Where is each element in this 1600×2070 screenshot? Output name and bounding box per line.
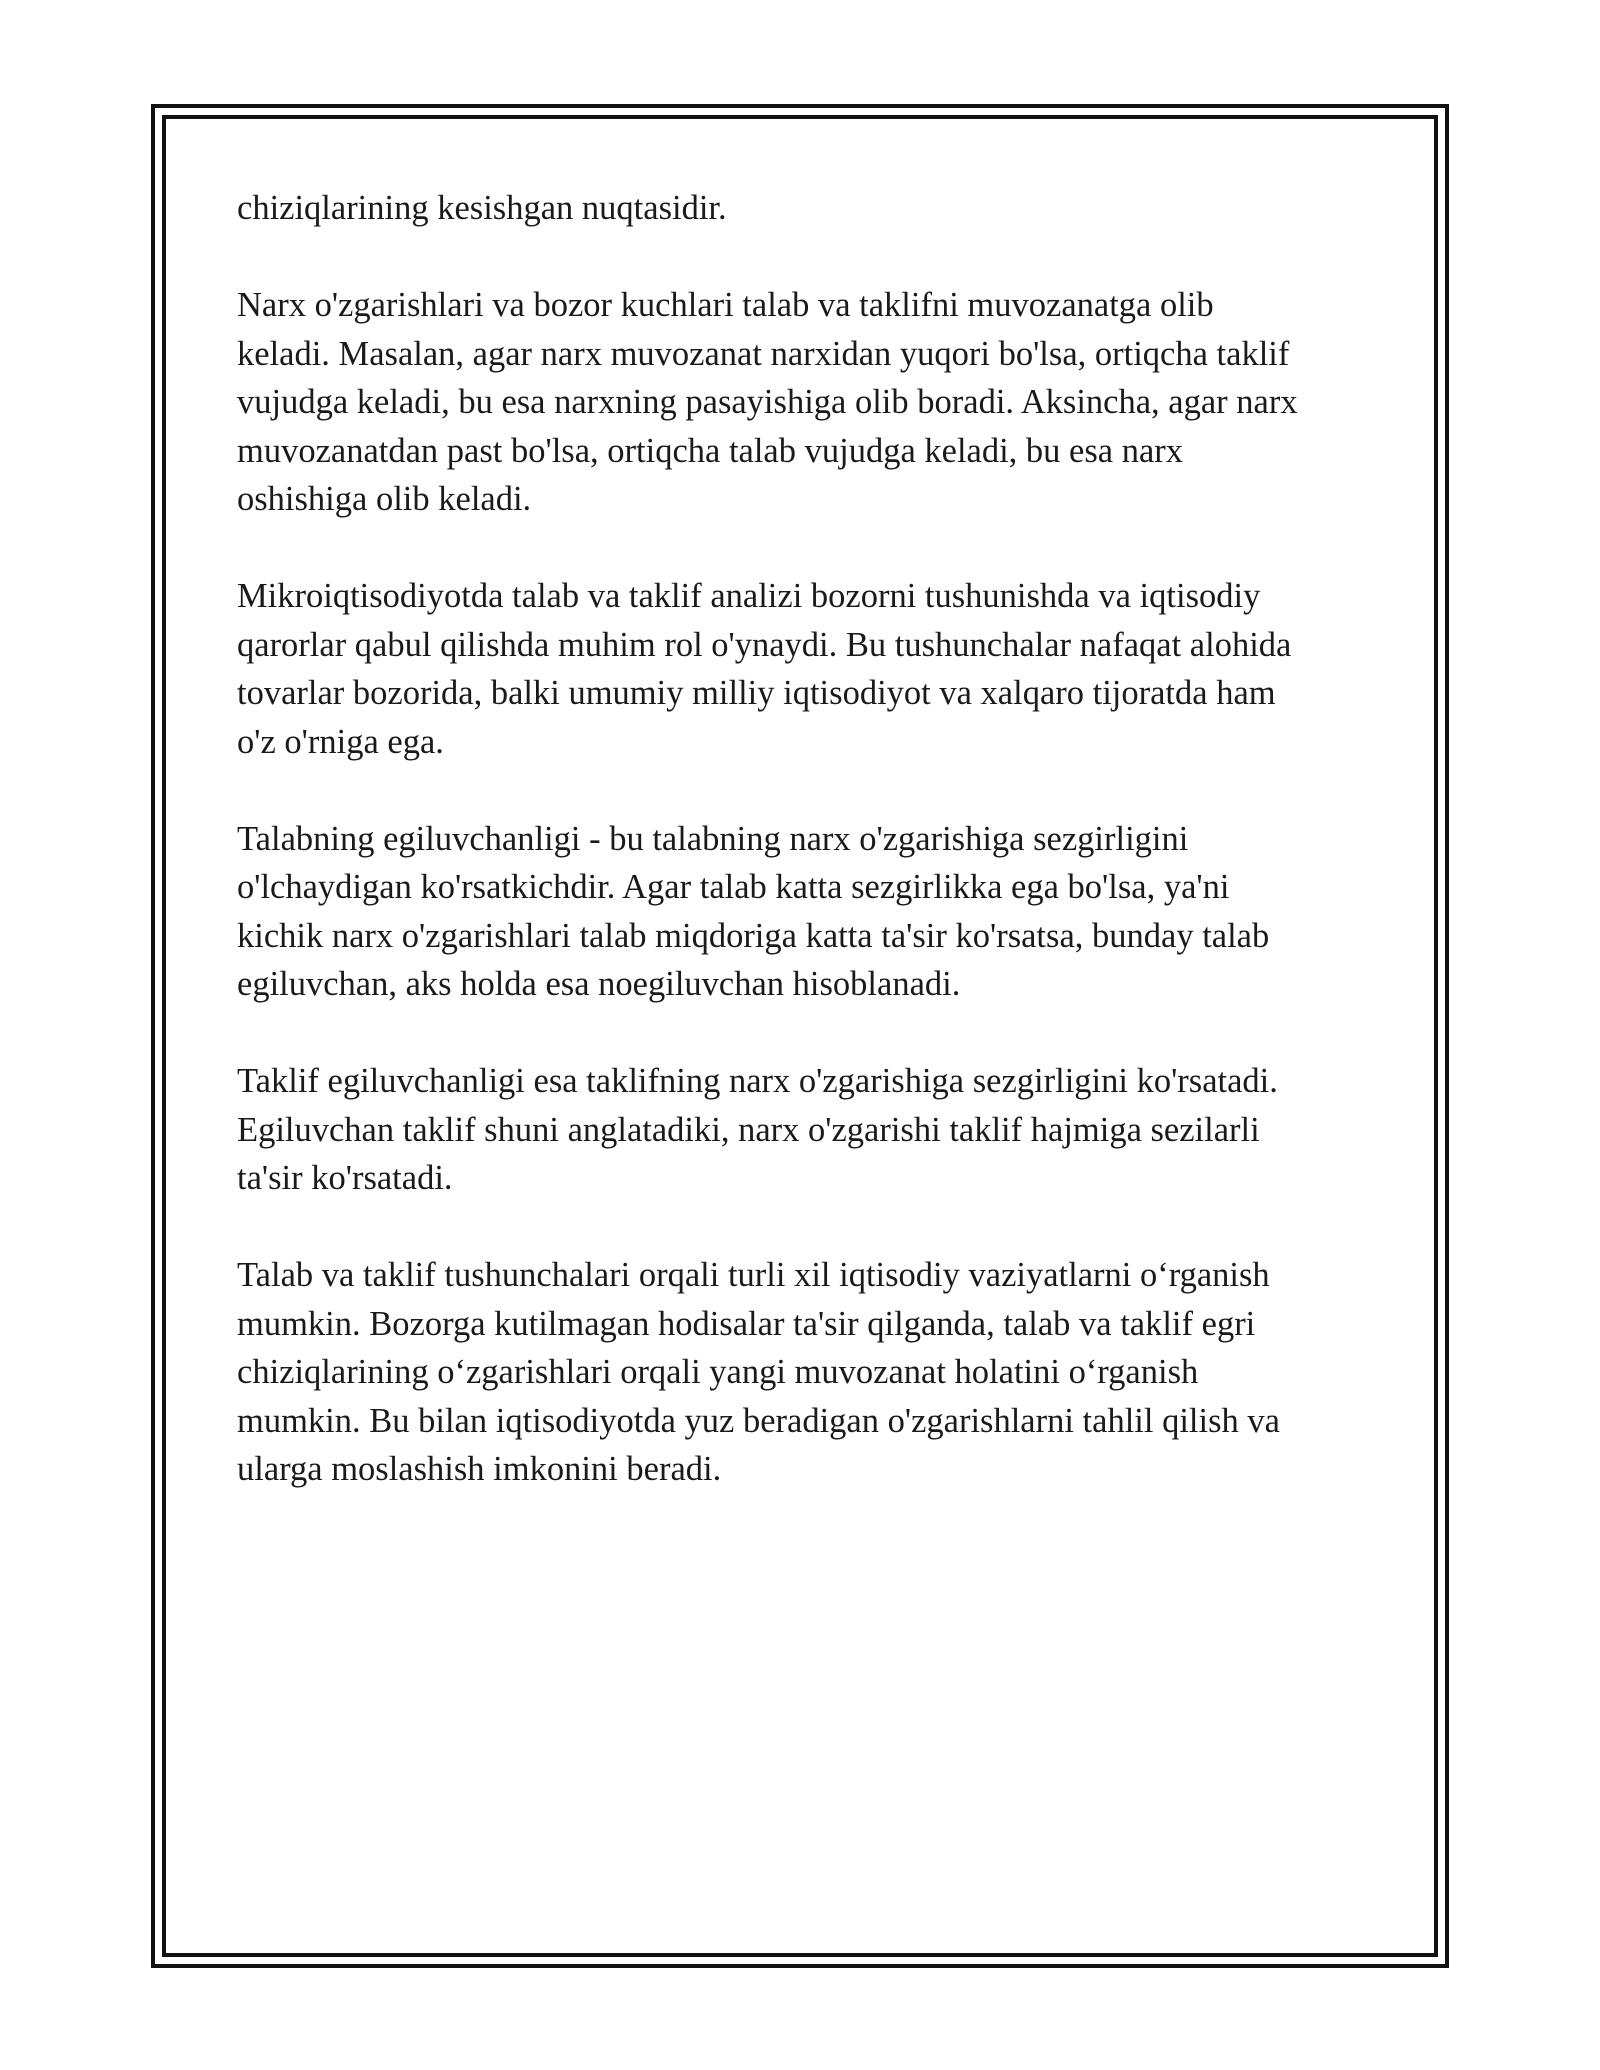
paragraph-4: Talabning egiluvchanligi - bu talabning narx o'zgarishiga sezgirligini o'lchaydigan ko'rsatkichdir. Agar talab katta sezgirlikka ega bo'lsa, ya'ni kichik narx o'zgarishlari talab miqdoriga katta ta'sir ko'rsatsa, bunday talab egiluvchan, aks holda esa noegiluvchan hisoblanadi. [237, 819, 1270, 1003]
paragraph-3: Mikroiqtisodiyotda talab va taklif analizi bozorni tushunishda va iqtisodiy qarorlar qabul qilishda muhim rol o'ynaydi. Bu tushunchalar nafaqat alohida tovarlar bozorida, balki umumiy milliy iqtisodiyot va xalqaro tijoratda ham o'z o'rniga ega. [237, 577, 1292, 761]
paragraph-2: Narx o'zgarishlari va bozor kuchlari talab va taklifni muvozanatga olib keladi. Masalan, agar narx muvozanat narxidan yuqori bo'lsa, ortiqcha taklif vujudga keladi, bu esa narxning pasayishiga olib boradi. Aksincha, agar narx muvozanatdan past bo'lsa, ortiqcha talab vujudga keladi, bu esa narx oshishiga olib keladi. [237, 286, 1298, 518]
document-body [237, 184, 1372, 1542]
paragraph-5: Taklif egiluvchanligi esa taklifning narx o'zgarishiga sezgirligini ko'rsatadi. Egiluvchan taklif shuni anglatadiki, narx o'zgarishi taklif hajmiga sezilarli ta'sir ko'rsatadi. [237, 1062, 1278, 1197]
paragraph-6: Talab va taklif tushunchalari orqali turli xil iqtisodiy vaziyatlarni oʻrganish mumkin. Bozorga kutilmagan hodisalar ta'sir qilganda, talab va taklif egri chiziqlarining oʻzgarishlari orqali yangi muvozanat holatini oʻrganish mumkin. Bu bilan iqtisodiyotda yuz beradigan o'zgarishlarni tahlil qilish va ularga moslashish imkonini beradi. [237, 1256, 1280, 1488]
paragraph-1: chiziqlarining kesishgan nuqtasidir. [237, 189, 727, 227]
